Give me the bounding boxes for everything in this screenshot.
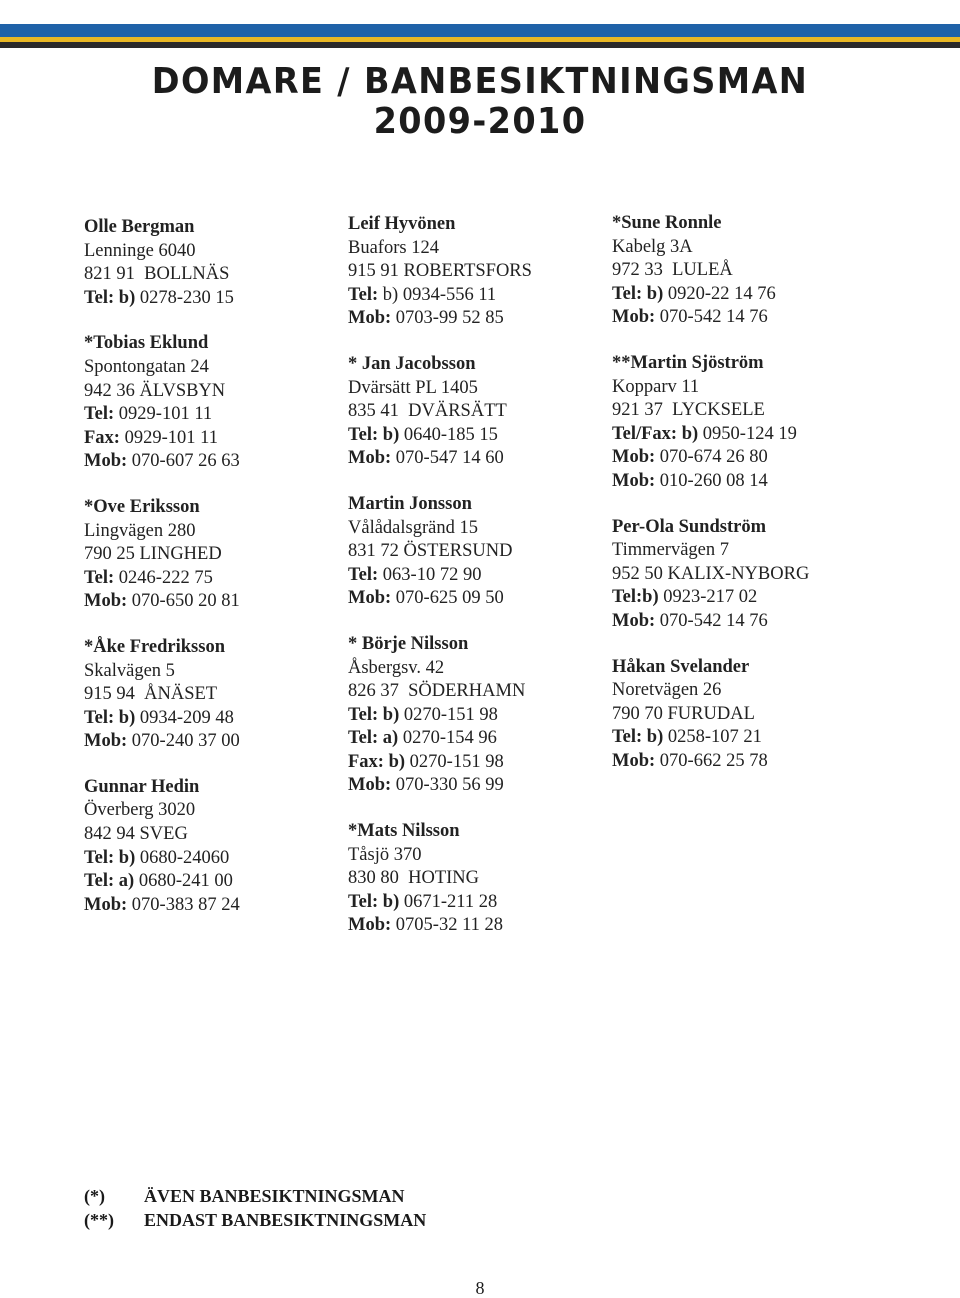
contact-entry <box>612 656 872 774</box>
contact-line <box>84 287 344 311</box>
contact-line-value: 070-662 25 78 <box>655 750 768 771</box>
contact-line-value: 821 91 BOLLNÄS <box>84 264 230 285</box>
contact-line-label: Mob: <box>348 588 392 609</box>
contact-line-value: 070-542 14 76 <box>655 307 768 328</box>
contact-entry <box>84 776 344 918</box>
contact-line <box>612 399 872 423</box>
contact-entry <box>348 213 608 331</box>
contact-line <box>84 543 344 567</box>
title-line-2: 2009-2010 <box>373 101 587 142</box>
contact-line-value: 0920-22 14 76 <box>663 283 776 304</box>
contact-line-value: 0278-230 15 <box>135 287 234 308</box>
contact-name: **Martin Sjöström <box>612 352 764 373</box>
contact-line <box>84 847 344 871</box>
contact-line-label: Tel: b) <box>348 424 400 445</box>
contact-line-label: Mob: <box>84 451 128 472</box>
contact-line <box>348 727 608 751</box>
title-line-1: DOMARE / BANBESIKTNINGSMAN <box>151 61 809 102</box>
contact-line <box>612 236 872 260</box>
contact-line <box>84 660 344 684</box>
contact-line-value: 063-10 72 90 <box>378 564 482 585</box>
contact-line-label: Tel: a) <box>84 871 135 892</box>
footnote-2 <box>84 1208 426 1232</box>
contact-line-value: 070-625 09 50 <box>391 588 504 609</box>
contact-line-label: Mob: <box>612 307 656 328</box>
contact-line-value: 0246-222 75 <box>114 567 213 588</box>
contact-line-label: Tel: <box>84 567 115 588</box>
contact-line <box>348 564 608 588</box>
contact-line <box>348 657 608 681</box>
contact-line <box>84 707 344 731</box>
contact-line <box>348 891 608 915</box>
contact-line-value: Lenninge 6040 <box>84 240 196 261</box>
contact-line <box>612 679 872 703</box>
contact-line <box>84 240 344 264</box>
contact-line-value: 915 94 ÅNÄSET <box>84 684 218 705</box>
contact-line-value: 0680-24060 <box>135 847 230 868</box>
contact-line-value: 0923-217 02 <box>658 587 758 608</box>
contact-line <box>612 283 872 307</box>
contact-line-value: 070-542 14 76 <box>655 610 768 631</box>
contact-line-value: 0705-32 11 28 <box>391 915 504 936</box>
contact-line-label: Mob: <box>612 750 656 771</box>
contact-line <box>348 447 608 471</box>
contact-line-label: Mob: <box>84 591 128 612</box>
contact-line-label: Tel: b) <box>348 704 400 725</box>
contact-line-label: Tel: b) <box>84 847 136 868</box>
contact-line <box>84 730 344 754</box>
contact-line <box>612 539 872 563</box>
contact-name: Per-Ola Sundström <box>612 516 766 537</box>
contact-line-value: 070-240 37 00 <box>127 731 240 752</box>
contact-entry <box>84 496 344 614</box>
contact-line <box>612 563 872 587</box>
contact-line <box>84 590 344 614</box>
contact-line-value: 0270-151 98 <box>399 704 498 725</box>
footnote-mark: (*) <box>84 1186 105 1206</box>
contact-line-value: Spontongatan 24 <box>84 356 209 377</box>
contact-line-value: Överberg 3020 <box>84 800 196 821</box>
contact-line <box>84 356 344 380</box>
contact-column-3 <box>612 212 872 795</box>
contact-line <box>348 307 608 331</box>
contact-line-value: Vålådalsgränd 15 <box>348 517 478 538</box>
contact-line <box>84 403 344 427</box>
contact-line-value: 0270-154 96 <box>398 728 497 749</box>
contact-line <box>612 703 872 727</box>
contact-line-label: Tel/Fax: b) <box>612 423 699 444</box>
contact-name: Håkan Svelander <box>612 656 750 677</box>
contact-column-1 <box>84 216 344 939</box>
contact-line-label: Tel: b) <box>84 707 136 728</box>
contact-line-value: Åsbergsv. 42 <box>348 657 445 678</box>
contact-line-label: Tel: b) <box>612 727 664 748</box>
contact-line-value: Timmervägen 7 <box>612 540 729 561</box>
contact-entry <box>84 636 344 754</box>
contact-line-value: 831 72 ÖSTERSUND <box>348 541 513 562</box>
contact-line-label: Mob: <box>612 447 656 468</box>
contact-name: Olle Bergman <box>84 217 195 237</box>
contact-line <box>84 799 344 823</box>
contact-line <box>348 704 608 728</box>
page-number: 8 <box>475 1278 485 1298</box>
contact-line <box>348 400 608 424</box>
contact-name: Gunnar Hedin <box>84 776 200 797</box>
contact-entry <box>348 633 608 798</box>
contact-line-label: Mob: <box>348 448 392 469</box>
contact-line-value: 0950-124 19 <box>698 423 797 444</box>
contact-line-value: 826 37 SÖDERHAMN <box>348 681 526 702</box>
contact-line <box>348 844 608 868</box>
contact-line-label: Mob: <box>348 775 392 796</box>
contact-line-value: Tåsjö 370 <box>348 844 422 865</box>
contact-line-value: 070-674 26 80 <box>655 447 768 468</box>
contact-line <box>348 237 608 261</box>
contact-name: *Sune Ronnle <box>612 213 722 233</box>
contact-line-value: 921 37 LYCKSELE <box>612 400 765 421</box>
contact-line-value: Skalvägen 5 <box>84 660 175 681</box>
contact-line <box>612 306 872 330</box>
contact-line <box>348 284 608 308</box>
contact-entry <box>348 820 608 938</box>
footnote-mark: (**) <box>84 1210 114 1230</box>
contact-name: *Tobias Eklund <box>84 333 209 354</box>
contact-line-value: 0934-209 48 <box>135 707 234 728</box>
contact-line-label: Tel: b) <box>348 891 400 912</box>
contact-entry <box>612 352 872 494</box>
contact-line-value: Lingvägen 280 <box>84 520 196 541</box>
contact-entry <box>348 493 608 611</box>
contact-line-label: Mob: <box>348 915 392 936</box>
contact-line-value: 070-547 14 60 <box>391 448 504 469</box>
contact-line <box>612 423 872 447</box>
contact-entry <box>612 516 872 634</box>
contact-name: *Mats Nilsson <box>348 821 460 842</box>
contact-line-value: Kabelg 3A <box>612 236 693 257</box>
contact-line <box>84 380 344 404</box>
contact-line-value: 915 91 ROBERTSFORS <box>348 261 532 282</box>
contact-line <box>84 263 344 287</box>
contact-line-label: Tel: <box>348 564 379 585</box>
contact-line <box>348 260 608 284</box>
contact-line <box>84 683 344 707</box>
contact-line-value: 010-260 08 14 <box>655 470 768 491</box>
contact-line-value: 0270-151 98 <box>405 751 504 772</box>
contact-line-value: 0640-185 15 <box>399 424 498 445</box>
contact-line-value: 070-330 56 99 <box>391 775 504 796</box>
contact-line-value: 790 70 FURUDAL <box>612 703 755 724</box>
contact-line <box>348 377 608 401</box>
contact-line <box>348 774 608 798</box>
contact-line <box>348 587 608 611</box>
contact-line-label: Tel:b) <box>612 587 659 608</box>
contact-name: * Jan Jacobsson <box>348 353 476 374</box>
contact-line-value: 0258-107 21 <box>663 727 762 748</box>
contact-line-value: Buafors 124 <box>348 237 439 258</box>
footnotes <box>84 1184 426 1232</box>
contact-line-value: 830 80 HOTING <box>348 868 480 889</box>
contact-line-value: 0929-101 11 <box>114 404 213 425</box>
contact-line-value: 952 50 KALIX-NYBORG <box>612 563 810 584</box>
contact-line-value: b) 0934-556 11 <box>378 284 497 305</box>
contact-line <box>84 567 344 591</box>
contact-line-value: 070-650 20 81 <box>127 591 240 612</box>
contact-line-label: Mob: <box>84 731 128 752</box>
contact-entry <box>348 353 608 471</box>
contact-line <box>348 517 608 541</box>
header-stripes <box>0 0 960 48</box>
contact-name: *Åke Fredriksson <box>84 636 225 657</box>
contact-line-value: Kopparv 11 <box>612 376 700 397</box>
contact-line-label: Fax: <box>84 427 120 448</box>
contact-line-value: 972 33 LULEÅ <box>612 260 733 281</box>
contact-column-2 <box>348 213 608 960</box>
contact-line <box>348 540 608 564</box>
footnote-text: ÄVEN BANBESIKTNINGSMAN <box>144 1186 405 1206</box>
contact-name: * Börje Nilsson <box>348 633 469 654</box>
contact-line <box>84 450 344 474</box>
contact-line-value: 0929-101 11 <box>119 427 218 448</box>
contact-line-value: 070-607 26 63 <box>127 451 240 472</box>
contact-line <box>612 446 872 470</box>
contact-line <box>612 586 872 610</box>
contact-name: Martin Jonsson <box>348 493 472 514</box>
contact-line <box>612 750 872 774</box>
contact-line <box>612 376 872 400</box>
footnote-text: ENDAST BANBESIKTNINGSMAN <box>144 1210 427 1230</box>
page-title <box>34 62 927 142</box>
contact-line <box>612 259 872 283</box>
stripe-white <box>0 0 960 24</box>
contact-line <box>84 823 344 847</box>
contact-line-label: Fax: b) <box>348 751 406 772</box>
contact-line-value: 842 94 SVEG <box>84 824 188 845</box>
contact-line <box>612 470 872 494</box>
contact-line <box>612 610 872 634</box>
contact-entry <box>84 216 344 310</box>
contact-line-label: Mob: <box>612 610 656 631</box>
contact-line-value: Dvärsätt PL 1405 <box>348 377 478 398</box>
contact-line-label: Tel: a) <box>348 728 399 749</box>
contact-line <box>84 520 344 544</box>
contact-line <box>348 680 608 704</box>
footnote-1 <box>84 1184 426 1208</box>
contact-line-value: 0671-211 28 <box>399 891 498 912</box>
contact-line-label: Tel: b) <box>84 287 136 308</box>
contact-line-label: Mob: <box>84 894 128 915</box>
contact-name: *Ove Eriksson <box>84 496 200 517</box>
contact-line <box>612 726 872 750</box>
contact-line-value: 835 41 DVÄRSÄTT <box>348 401 507 422</box>
contact-line <box>348 424 608 448</box>
contact-entry <box>84 332 344 474</box>
contact-line <box>348 867 608 891</box>
contact-line <box>84 870 344 894</box>
contact-line-label: Mob: <box>612 470 656 491</box>
stripe-blue <box>0 24 960 37</box>
contact-entry <box>612 212 872 330</box>
contact-name: Leif Hyvönen <box>348 214 456 234</box>
contact-line-value: 0680-241 00 <box>134 871 233 892</box>
contact-line-label: Tel: b) <box>612 283 664 304</box>
contact-line <box>84 427 344 451</box>
contact-line <box>348 751 608 775</box>
contact-line-label: Tel: <box>348 284 379 305</box>
contact-line-value: 942 36 ÄLVSBYN <box>84 380 226 401</box>
contact-line <box>84 894 344 918</box>
contact-line-value: Noretvägen 26 <box>612 680 722 701</box>
contact-line-label: Mob: <box>348 308 392 329</box>
contact-line-value: 0703-99 52 85 <box>391 308 504 329</box>
contact-line-value: 790 25 LINGHED <box>84 544 222 565</box>
contact-line-label: Tel: <box>84 404 115 425</box>
contact-line <box>348 914 608 938</box>
stripe-dark <box>0 42 960 48</box>
contact-line-value: 070-383 87 24 <box>127 894 240 915</box>
